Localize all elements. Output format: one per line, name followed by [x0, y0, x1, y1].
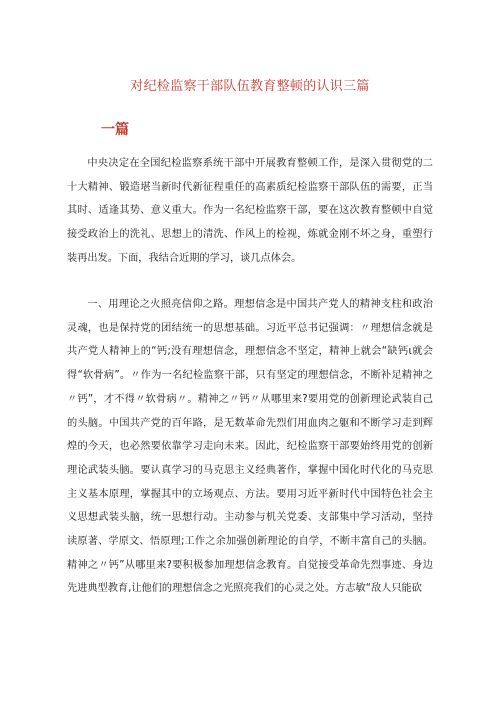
document-title: 对纪检监察干部队伍教育整顿的认识三篇 — [130, 79, 370, 94]
paragraph-theory: 一、用理论之火照亮信仰之路。理想信念是中国共产党人的精神支柱和政治灵魂，也是保持党的团结统一的思想基础。习近平总书记强调：〃理想信念就是共产党人精神上的“钙;没有理想信念，理想信念不坚定，精神上就会“缺钙ι就会得“软骨病”。〃作为一名纪检监察干部，只有坚定的理想信念，不断补足精神之〃钙”，才不得〃软骨病〃。精神之〃钙〃从哪里来?要用党的创新理论武装自己的头脑。中国共产党的百年路，是无数革命先烈们用血肉之躯和不断学习走到辉煌的今天，也必然要依靠学习走向未来。因此，纪检监察干部要始终用党的创新理论武装头脑。要认真学习的马克思主义经典著作，掌握中国化时代化的马克思主义基本原理，掌握其中的立场观点、方法。要用习近平新时代中国特色社会主义思想武装头脑，统一思想行动。主动参与机关党委、支部集中学习活动，坚持读原著、学原文、悟原理;工作之余加强创新理论的自学，不断丰富自己的头脑。精神之〃钙”从哪里来?要积极参加理想信念教育。自觉接受革命先烈事迹、身边先进典型教育,让他们的理想信念之光照亮我们的心灵之处。方志敏“敌人只能砍 — [67, 299, 433, 595]
section-heading: 一篇 — [101, 122, 129, 138]
paragraph-intro: 中央决定在全国纪检监察系统干部中开展教育整顿工作，是深入贯彻党的二十大精神、锻造堪当新时代新征程重任的高素质纪检监察干部队伍的需要，正当其时、适逢其势、意义重大。作为一名纪检监察干部，要在这次教育整顿中自觉接受政治上的洗礼、思想上的清洗、作风上的检视，炼就金刚不坏之身，重塑行装再出发。下面，我结合近期的学习，谈几点体会。 — [67, 158, 433, 264]
